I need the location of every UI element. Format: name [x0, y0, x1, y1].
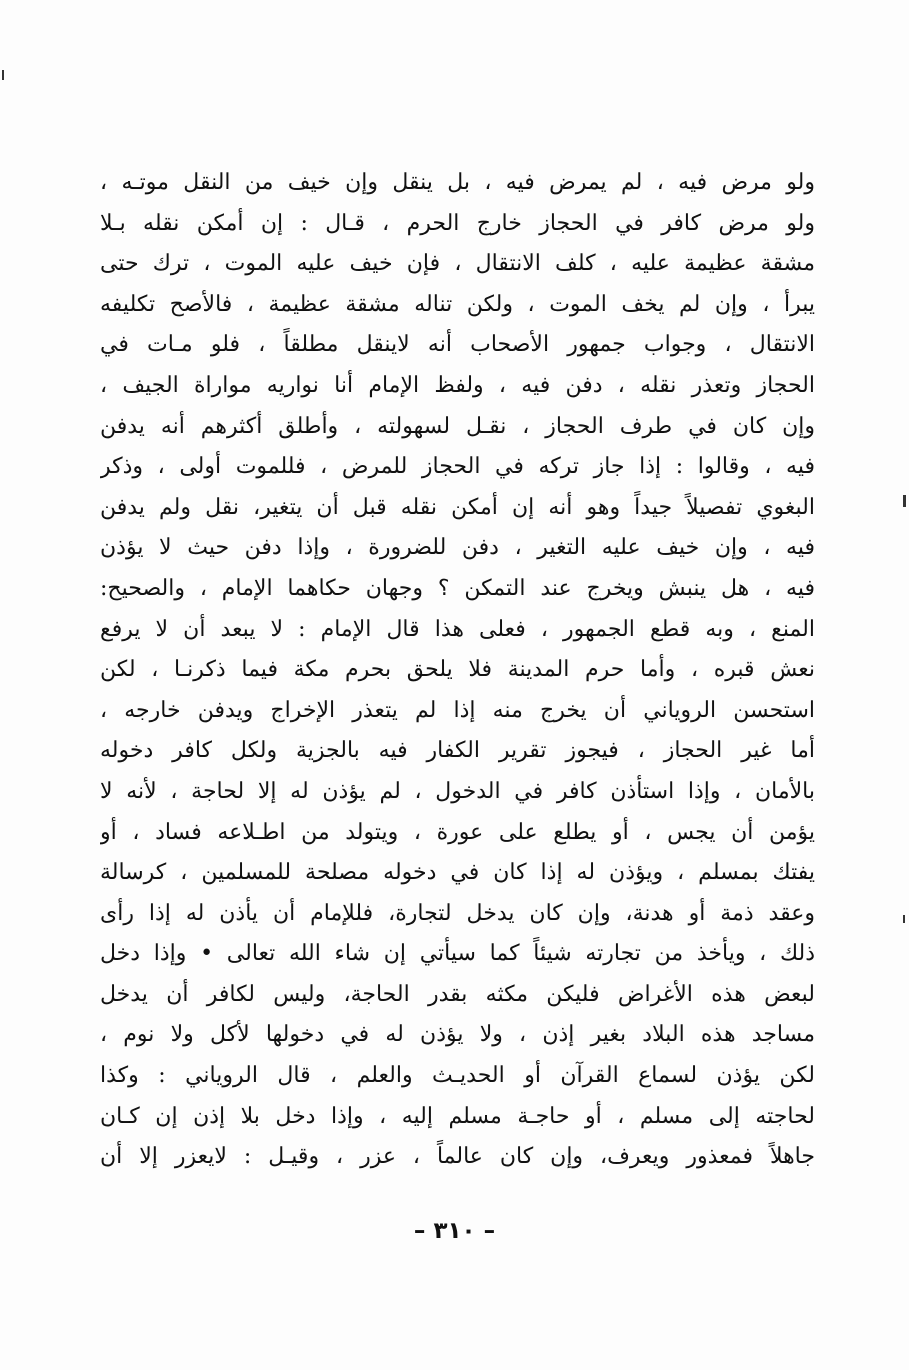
text-line: مشقة عظيمة عليه ، كلف الانتقال ، فإن خيف عليه الموت ، ترك حتى	[100, 251, 815, 277]
text-line: فيه ، وقالوا : إذا جاز تركه في الحجاز للمرض ، فللموت أولى ، وذكر	[100, 454, 815, 480]
text-line: ولو مرض فيه ، لم يمرض فيه ، بل ينقل وإن خيف من النقل موتـه ،	[100, 170, 815, 195]
page-number: – ٣١٠ –	[413, 1218, 496, 1244]
text-line: ولو مرض كافر في الحجاز خارج الحرم ، قـال : إن أمكن نقله بـلا	[100, 210, 815, 236]
text-line: لكن يؤذن لسماع القرآن أو الحديـث والعلم ، قال الروياني : وكذا	[100, 1063, 815, 1089]
text-line: بالأمان ، وإذا استأذن كافر في الدخول ، لم يؤذن له إلا لحاجة ، لأنه لا	[100, 778, 815, 804]
text-line: وإن كان في طرف الحجاز ، نقـل لسهولته ، وأطلق أكثرهم أنه يدفن	[100, 413, 815, 439]
text-line: مساجد هذه البلاد بغير إذن ، ولا يؤذن له في دخولها لأكل ولا نوم ،	[100, 1022, 815, 1048]
text-line: لحاجته إلى مسلم ، أو حاجـة مسلم إليه ، وإذا دخل بلا إذن إن كـان	[100, 1103, 815, 1129]
text-line: استحسن الروياني أن يخرج منه إذا لم يتعذر الإخراج ويدفن خارجه ،	[100, 697, 815, 723]
text-line: يؤمن أن يجس ، أو يطلع على عورة ، ويتولد من اطـلاعه فساد ، أو	[100, 819, 815, 845]
text-line: يفتك بمسلم ، ويؤذن له إذا كان في دخوله مصلحة للمسلمين ، كرسالة	[100, 860, 815, 886]
text-line: ذلك ، ويأخذ من تجارته شيئاً كما سيأتي إن شاء الله تعالى • وإذا دخل	[100, 941, 815, 967]
text-line: المنع ، وبه قطع الجمهور ، فعلى هذا قال الإمام : لا يبعد أن لا يرفع	[100, 616, 815, 642]
text-line: الانتقال ، وجواب جمهور الأصحاب أنه لاينقل مطلقاً ، فلو مـات في	[100, 332, 815, 358]
text-line: نعش قبره ، وأما حرم المدينة فلا يلحق بحرم مكة فيما ذكرنـا ، لكن	[100, 657, 815, 683]
text-line: جاهلاً فمعذور ويعرف، وإن كان عالماً ، عزر ، وقيـل : لايعزر إلا أن	[100, 1144, 815, 1170]
body-text	[100, 163, 815, 1178]
text-line: فيه ، وإن خيف عليه التغير ، دفن للضرورة ، وإذا دفن حيث لا يؤذن	[100, 535, 815, 561]
text-line: الحجاز وتعذر نقله ، دفن فيه ، ولفظ الإمام أنا نواريه مواراة الجيف ،	[100, 372, 815, 398]
text-line: فيه ، هل ينبش ويخرج عند التمكن ؟ وجهان حكاهما الإمام ، والصحيح:	[100, 575, 815, 601]
text-line: لبعض هذه الأغراض فليكن مكثه بقدر الحاجة، وليس لكافر أن يدخل	[100, 981, 815, 1007]
scan-speck	[903, 915, 905, 923]
text-line: يبرأ ، وإن لم يخف الموت ، ولكن تناله مشقة عظيمة ، فالأصح تكليفه	[100, 291, 815, 317]
text-line: وعقد ذمة أو هدنة، وإن كان يدخل لتجارة، فللإمام أن يأذن له إذا رأى	[100, 900, 815, 926]
text-line: أما غير الحجاز ، فيجوز تقرير الكفار فيه بالجزية ولكل كافر دخوله	[100, 738, 815, 764]
scan-speck	[2, 70, 4, 80]
text-line: البغوي تفصيلاً جيداً وهو أنه إن أمكن نقله قبل أن يتغير، نقل ولم يدفن	[100, 494, 815, 520]
scan-speck	[903, 495, 906, 507]
